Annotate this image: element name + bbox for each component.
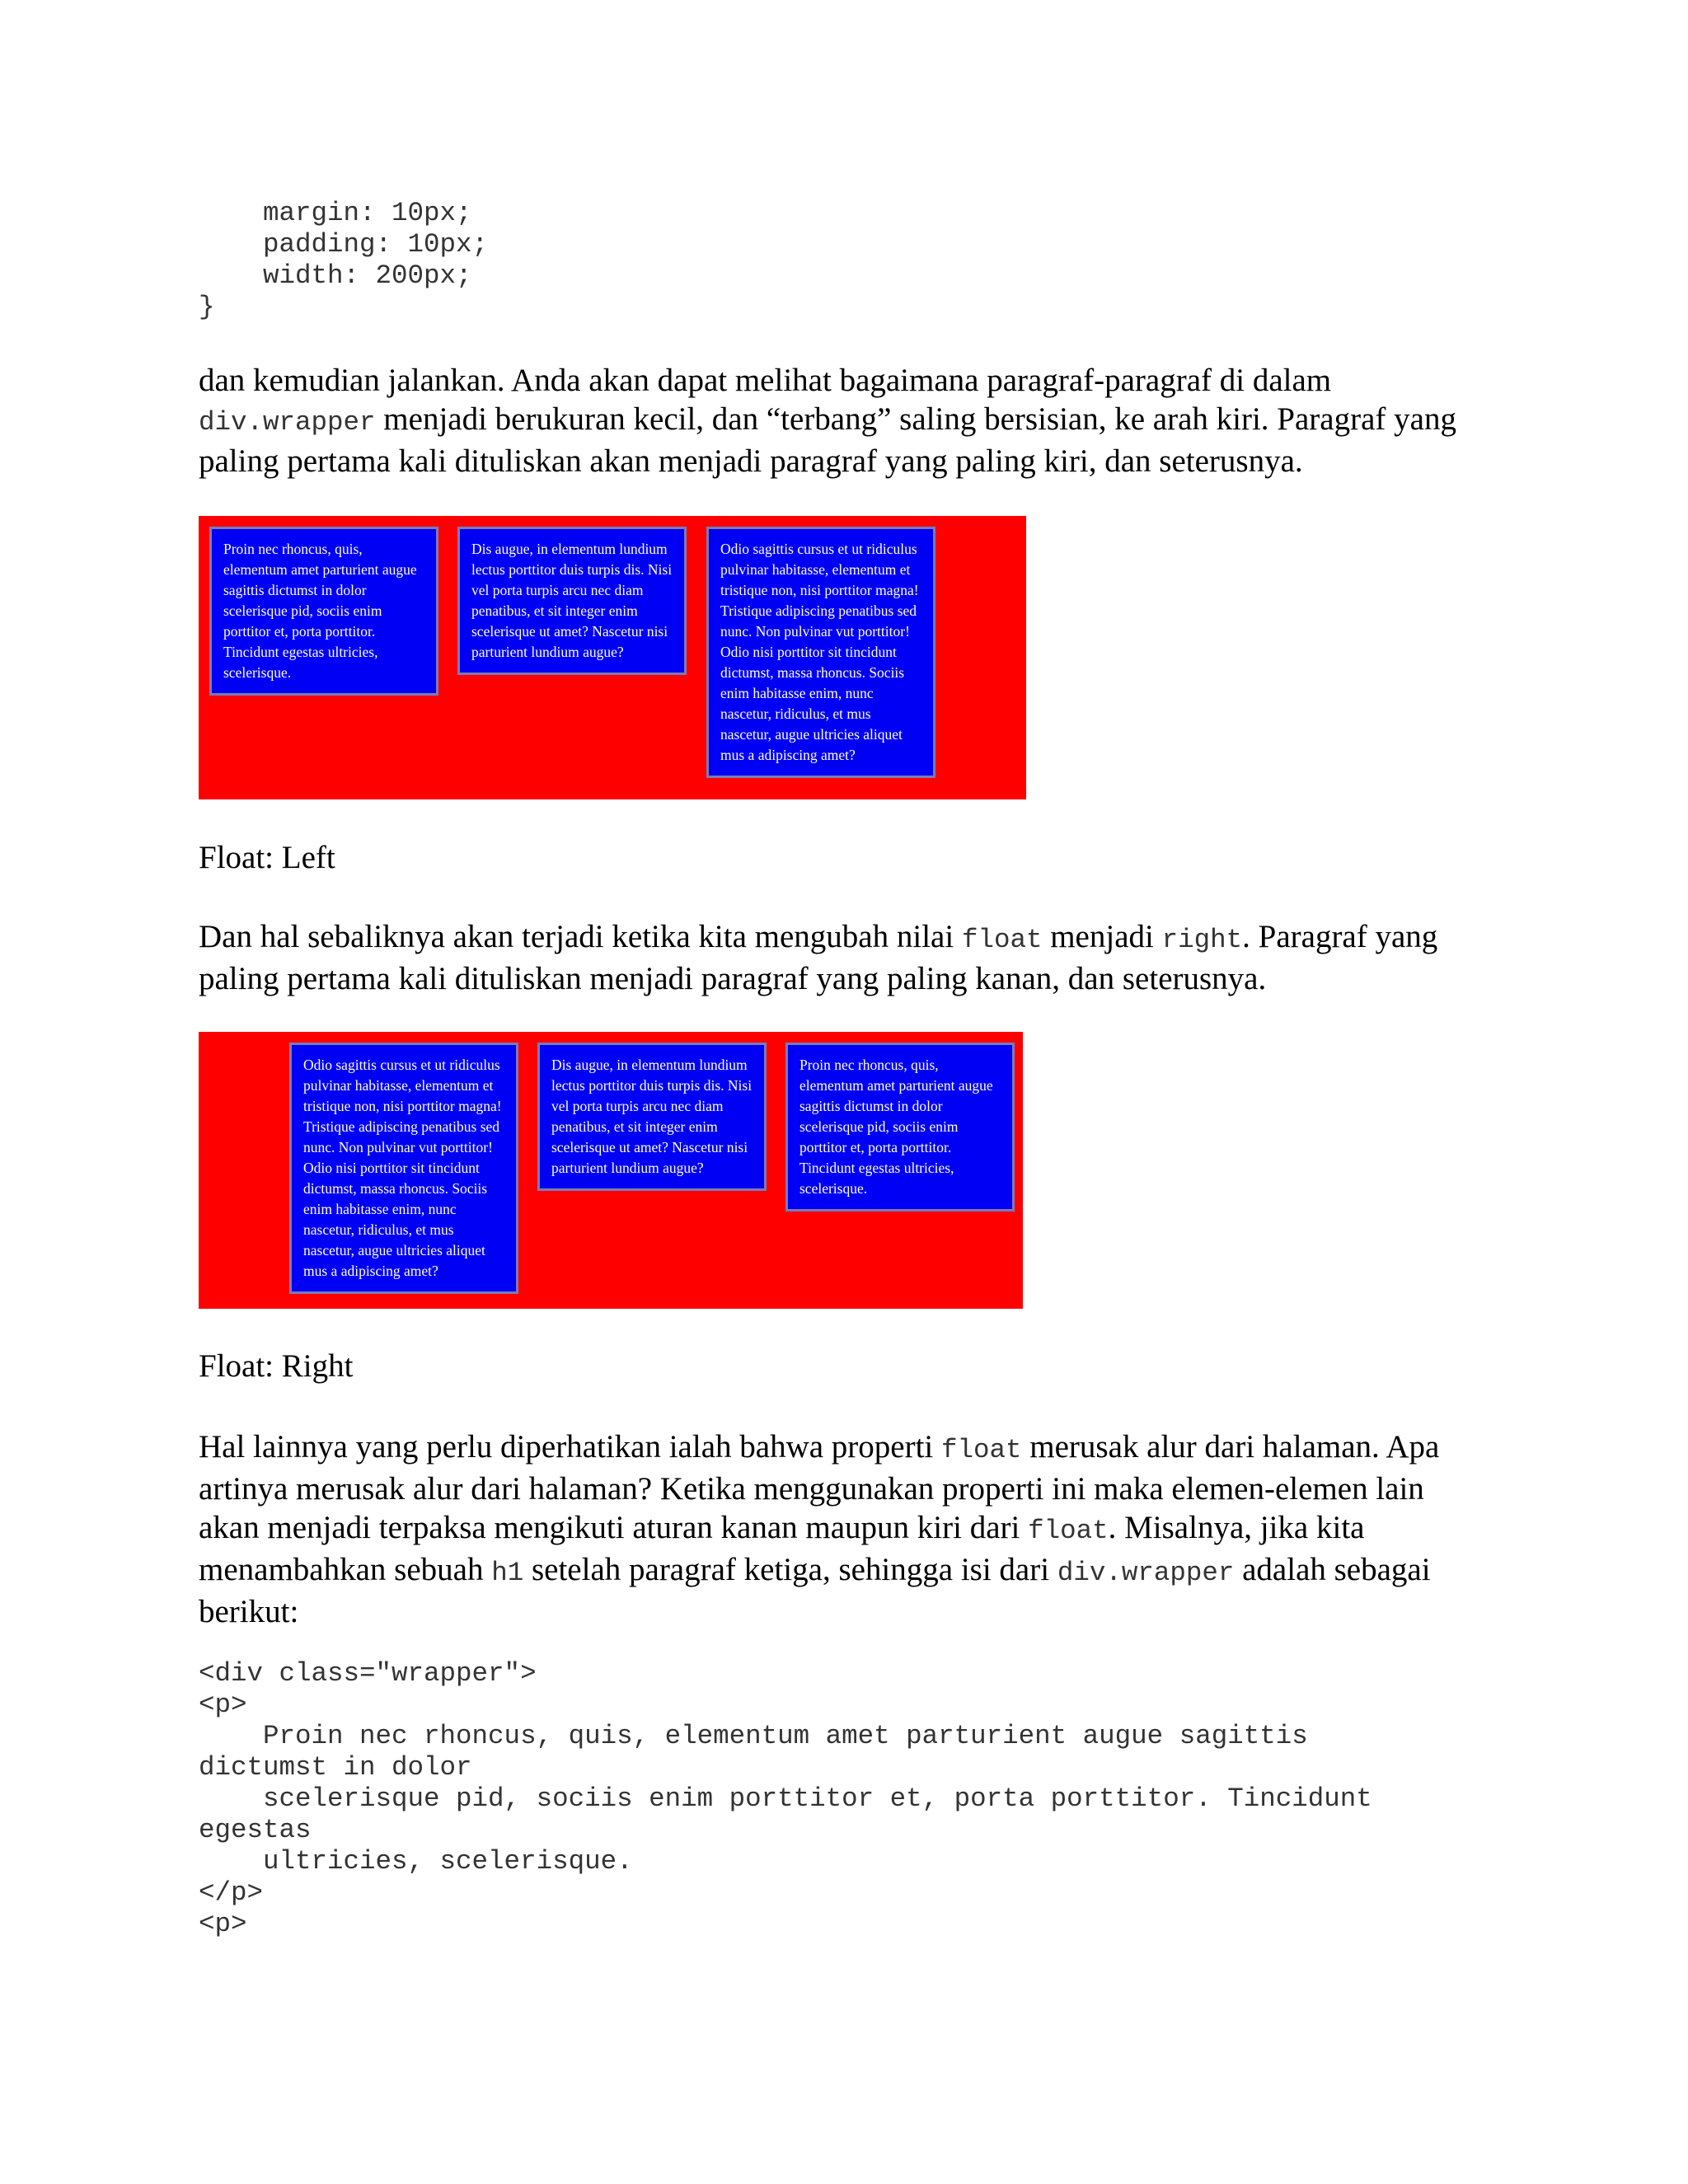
inline-code: h1 [491,1558,524,1588]
caption-float-right: Float: Right [199,1348,354,1384]
float-left-demo [199,516,1026,799]
inline-code: float [1028,1516,1109,1546]
code-block-html: <div class="wrapper"> <p> Proin nec rhoncus, quis, elementum amet parturient augue sagittis dictumst in dolor scelerisque pid, sociis enim porttitor et, porta porttitor. Tincidunt egestas ultricies, scelerisque. </p> <p> [199,1658,1372,1939]
caption-float-left: Float: Left [199,840,335,875]
demo-box-3: Odio sagittis cursus et ut ridiculus pulvinar habitasse, elementum et tristique non, nisi porttitor magna! Tristique adipiscing penatibus sed nunc. Non pulvinar vut porttitor! Odio nisi porttitor sit tincidunt dictumst, massa rhoncus. Sociis enim habitasse enim, nunc nascetur, ridiculus, et mus nascetur, augue ultricies aliquet mus a adipiscing amet? [706,527,935,778]
demo-box-3: Proin nec rhoncus, quis, elementum amet parturient augue sagittis dictumst in dolor scelerisque pid, sociis enim porttitor et, porta porttitor. Tincidunt egestas ultricies, scelerisque. [785,1043,1015,1212]
inline-code: float [941,1435,1022,1465]
inline-code: float [961,925,1043,955]
inline-code: right [1161,925,1243,955]
code-block-css: margin: 10px; padding: 10px; width: 200px; } [199,198,489,322]
inline-code: div.wrapper [199,407,376,438]
paragraph-intro: dan kemudian jalankan. Anda akan dapat melihat bagaimana paragraf-paragraf di dalam div.wrapper menjadi berukuran kecil, dan “terbang” saling bersisian, ke arah kiri. Paragraf yang paling pertama kali dituliskan akan menjadi paragraf yang paling kiri, dan seterusnya. [199,363,1456,479]
inline-code: div.wrapper [1057,1558,1235,1588]
paragraph-flow: Hal lainnya yang perlu diperhatikan ialah bahwa properti float merusak alur dari halaman. Apa artinya merusak alur dari halaman? Ketika menggunakan properti ini maka elemen-elemen lain akan menjadi terpaksa mengikuti aturan kanan maupun kiri dari float. Misalnya, jika kita menambahkan sebuah h1 setelah paragraf ketiga, sehingga isi dari div.wrapper adalah sebagai berikut: [199,1429,1440,1629]
demo-box-1: Odio sagittis cursus et ut ridiculus pulvinar habitasse, elementum et tristique non, nisi porttitor magna! Tristique adipiscing penatibus sed nunc. Non pulvinar vut porttitor! Odio nisi porttitor sit tincidunt dictumst, massa rhoncus. Sociis enim habitasse enim, nunc nascetur, ridiculus, et mus nascetur, augue ultricies aliquet mus a adipiscing amet? [289,1043,518,1294]
demo-box-2: Dis augue, in elementum lundium lectus porttitor duis turpis dis. Nisi vel porta turpis arcu nec diam penatibus, et sit integer enim scelerisque ut amet? Nascetur nisi parturient lundium augue? [457,527,687,675]
demo-box-2: Dis augue, in elementum lundium lectus porttitor duis turpis dis. Nisi vel porta turpis arcu nec diam penatibus, et sit integer enim scelerisque ut amet? Nascetur nisi parturient lundium augue? [537,1043,767,1191]
paragraph-float-right: Dan hal sebaliknya akan terjadi ketika kita mengubah nilai float menjadi right. Paragraf yang paling pertama kali dituliskan menjadi paragraf yang paling kanan, dan seterusnya. [199,919,1438,996]
float-right-demo [199,1032,1023,1309]
demo-box-1: Proin nec rhoncus, quis, elementum amet parturient augue sagittis dictumst in dolor scelerisque pid, sociis enim porttitor et, porta porttitor. Tincidunt egestas ultricies, scelerisque. [209,527,438,696]
